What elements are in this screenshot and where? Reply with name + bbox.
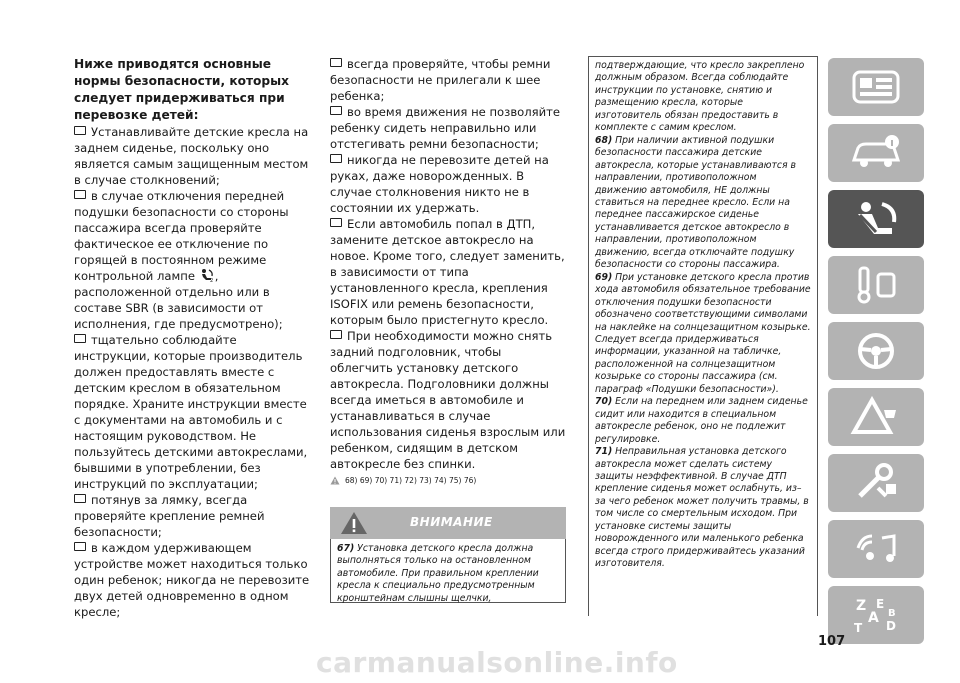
column-1	[74, 56, 310, 620]
note-number: 67)	[337, 543, 355, 554]
bullet-icon	[74, 190, 86, 199]
tab-emergency[interactable]	[828, 388, 924, 446]
bullet-icon	[74, 494, 86, 503]
tab-safety[interactable]	[828, 190, 924, 248]
column-2	[330, 56, 566, 603]
warning-triangle-icon	[340, 511, 368, 535]
section-heading: Ниже приводятся основные нормы безопасности, которых следует придерживаться при перевозке детей:	[74, 57, 290, 122]
key-start-icon	[848, 264, 904, 306]
tab-car-info[interactable]	[828, 124, 924, 182]
column-3-notes	[588, 56, 818, 616]
svg-text:2: 2	[209, 278, 213, 282]
maintenance-tools-icon	[848, 462, 904, 504]
bullet-icon	[74, 126, 86, 135]
warning-references: 68) 69) 70) 71) 72) 73) 74) 75) 76)	[330, 476, 566, 485]
list-item: в случае отключения передней подушки безопасности со стороны пассажира всегда проверяйте фактическое ее отключение по горящей в постоянном режиме контрольной лампе 2 , расположенной отдельно или в составе SBR (в зависимости от исполнения, где предусмотрено);	[74, 189, 289, 331]
warning-triangle-icon	[848, 396, 904, 438]
note-paragraph: 70) Если на переднем или заднем сиденье сидит или находится в специальном автокресле ребенок, оно не подлежит регулировке.	[595, 396, 808, 445]
note-paragraph: подтверждающие, что кресло закреплено должным образом. Всегда соблюдайте инструкции по установке, снятию и размещению кресла, которые изготовитель обязан предоставить в комплекте с самим креслом.	[595, 60, 805, 134]
svg-text:B: B	[888, 608, 896, 619]
steering-wheel-icon	[848, 330, 904, 372]
bullet-icon	[330, 106, 342, 115]
svg-text:D: D	[886, 619, 896, 633]
svg-text:Z: Z	[856, 598, 867, 614]
seatbelt-airbag-icon	[848, 198, 904, 240]
tab-maintenance[interactable]	[828, 454, 924, 512]
alphabetical-index-icon	[848, 594, 904, 636]
note-paragraph: 71) Неправильная установка детского автокресла может сделать систему защиты неэффективной. В случае ДТП крепление сиденья может ослабнуть, из–за чего ребенок может получить травмы, в том числе со смертельным исходом. При установке системы защиты новорожденного или маленького ребенка всегда строго придерживайтесь указаний изготовителя.	[595, 446, 809, 570]
warning-triangle-icon	[330, 476, 340, 485]
list-item: тщательно соблюдайте инструкции, которые производитель должен предоставлять вместе с детским креслом в обязательном порядке. Храните инструкции вместе с документами на автомобиль и с настоящим руководством. Не пользуйтесь детскими автокреслами, бывшими в употреблении, без инструкций по эксплуатации;	[74, 333, 308, 491]
warning-header	[330, 507, 566, 539]
bullet-icon	[330, 330, 342, 339]
note-paragraph: 68) При наличии активной подушки безопасности пассажира детские автокресла, которые устанавливаются в направлении, противоположном движению автомобиля, НЕ должны ставиться на переднее кресло. Если на переднее пассажирское сиденье устанавливается детское автокресло в направлении, противоположном движению, всегда отключайте подушку безопасности со стороны пассажира.	[595, 134, 797, 271]
list-item: во время движения не позволяйте ребенку сидеть неправильно или отстегивать ремни безопасности;	[330, 105, 561, 151]
list-item: потянув за лямку, всегда проверяйте крепление ремней безопасности;	[74, 493, 265, 539]
tab-multimedia[interactable]	[828, 520, 924, 578]
svg-text:A: A	[868, 610, 879, 626]
bullet-icon	[330, 218, 342, 227]
tab-dashboard[interactable]	[828, 58, 924, 116]
bullet-icon	[74, 542, 86, 551]
list-item: Устанавливайте детские кресла на заднем сиденье, поскольку оно является самым защищенным местом в случае столкновений;	[74, 125, 309, 187]
bullet-icon	[330, 154, 342, 163]
list-item: При необходимости можно снять задний подголовник, чтобы облегчить установку детского автокресла. Подголовники должны всегда иметься в автомобиле и устанавливаться в случае использования сиденья взрослым или ребенком, сидящим в детском автокресле без спинки.	[330, 329, 566, 471]
bullet-icon	[74, 334, 86, 343]
tab-starting-driving[interactable]	[828, 256, 924, 314]
tab-driving[interactable]	[828, 322, 924, 380]
dashboard-icon	[848, 66, 904, 108]
car-info-icon	[848, 132, 904, 174]
chapter-tabs	[828, 58, 924, 652]
list-item: всегда проверяйте, чтобы ремни безопасности не прилегали к шее ребенка;	[330, 57, 551, 103]
page-number: 107	[818, 634, 846, 649]
multimedia-icon	[848, 528, 904, 570]
svg-text:E: E	[876, 597, 885, 611]
bullet-icon	[330, 58, 342, 67]
note-paragraph: 69) При установке детского кресла против хода автомобиля обязательное требование отключения подушки безопасности обозначено соответствующими символами на наклейке на солнцезащитном козырьке. Следует всегда придерживаться информации, указанной на табличке, расположенной на солнцезащитном козырьке со стороны пассажира (см. параграф «Подушки безопасности»).	[595, 271, 811, 395]
warning-label: ВНИМАНИЕ	[410, 515, 493, 529]
list-item: в каждом удерживающем устройстве может находиться только один ребенок; никогда не перевозите двух детей одновременно в одном кресле;	[74, 541, 310, 619]
list-item: Если автомобиль попал в ДТП, замените детское автокресло на новое. Кроме того, следует заменить, в зависимости от типа установленного кресла, крепления ISOFIX или ремень безопасности, которым было пристегнуто кресло.	[330, 217, 565, 327]
watermark: carmanualsonline.info	[316, 646, 678, 679]
svg-text:T: T	[854, 621, 863, 635]
warning-box: 67) Установка детского кресла должна выполняться только на остановленном автомобиле. При правильном креплении кресла к специально предусмотренным кронштейнам слышны щелчки,	[330, 539, 566, 603]
list-item: никогда не перевозите детей на руках, даже новорожденных. В случае столкновения никто не в состоянии их удержать.	[330, 153, 549, 215]
airbag-off-icon	[199, 268, 215, 282]
